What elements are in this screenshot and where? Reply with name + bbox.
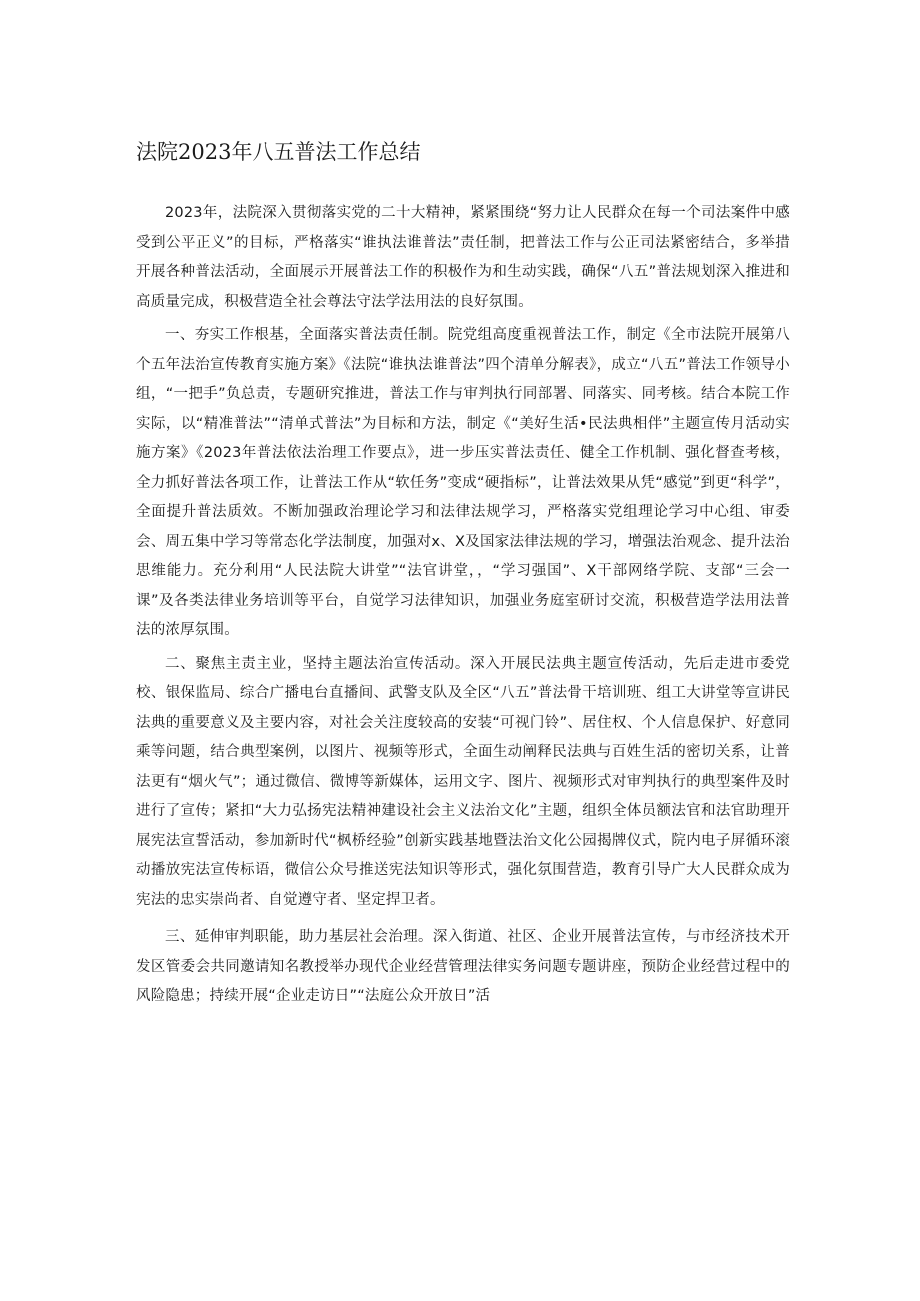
document-body bbox=[136, 135, 790, 1016]
document-title: 法院2023年八五普法工作总结 bbox=[136, 140, 421, 164]
paragraph-section-1: 一、夯实工作根基，全面落实普法责任制。院党组高度重视普法工作，制定《全市法院开展第八个五年法治宣传教育实施方案》《法院“谁执法谁普法”四个清单分解表》，成立“八五”普法工作领导小组，“一把手”负总责，专题研究推进，普法工作与审判执行同部署、同落实、同考核。结合本院工作实际，以“精准普法”“清单式普法”为目标和方法，制定《“美好生活•民法典相伴”主题宣传月活动实施方案》《2023年普法依法治理工作要点》，进一步压实普法责任、健全工作机制、强化督查考核，全力抓好普法各项工作，让普法工作从“软任务”变成“硬指标”，让普法效果从凭“感觉”到更“科学”，全面提升普法质效。不断加强政治理论学习和法律法规学习，严格落实党组理论学习中心组、审委会、周五集中学习等常态化学法制度，加强对x、X及国家法律法规的学习，增强法治观念、提升法治思维能力。充分利用“人民法院大讲堂”“法官讲堂，，“学习强国”、X干部网络学院、支部“三会一课”及各类法律业务培训等平台，自觉学习法律知识，加强业务庭室研讨交流，积极营造学法用法普法的浓厚氛围。 bbox=[136, 327, 790, 638]
paragraph-intro: 2023年，法院深入贯彻落实党的二十大精神，紧紧围绕“努力让人民群众在每一个司法案件中感受到公平正义”的目标，严格落实“谁执法谁普法”责任制，把普法工作与公正司法紧密结合，多举措开展各种普法活动，全面展示开展普法工作的积极作为和生动实践，确保“八五”普法规划深入推进和高质量完成，积极营造全社会尊法守法学法用法的良好氛围。 bbox=[136, 205, 790, 310]
paragraph-section-2: 二、聚焦主责主业，坚持主题法治宣传活动。深入开展民法典主题宣传活动，先后走进市委党校、银保监局、综合广播电台直播间、武警支队及全区“八五”普法骨干培训班、组工大讲堂等宣讲民法典的重要意义及主要内容，对社会关注度较高的安装“可视门铃”、居住权、个人信息保护、好意同乘等问题，结合典型案例，以图片、视频等形式，全面生动阐释民法典与百姓生活的密切关系，让普法更有“烟火气”；通过微信、微博等新媒体，运用文字、图片、视频形式对审判执行的典型案件及时进行了宣传；紧扣“大力弘扬宪法精神建设社会主义法治文化”主题，组织全体员额法官和法官助理开展宪法宣誓活动，参加新时代“枫桥经验”创新实践基地暨法治文化公园揭牌仪式，院内电子屏循环滚动播放宪法宣传标语，微信公众号推送宪法知识等形式，强化氛围营造，教育引导广大人民群众成为宪法的忠实崇尚者、自觉遵守者、坚定捍卫者。 bbox=[136, 655, 790, 908]
paragraph-section-3: 三、延伸审判职能，助力基层社会治理。深入街道、社区、企业开展普法宣传，与市经济技术开发区管委会共同邀请知名教授举办现代企业经营管理法律实务问题专题讲座，预防企业经营过程中的风险隐患；持续开展“企业走访日”“法庭公众开放日”活 bbox=[136, 929, 790, 1004]
